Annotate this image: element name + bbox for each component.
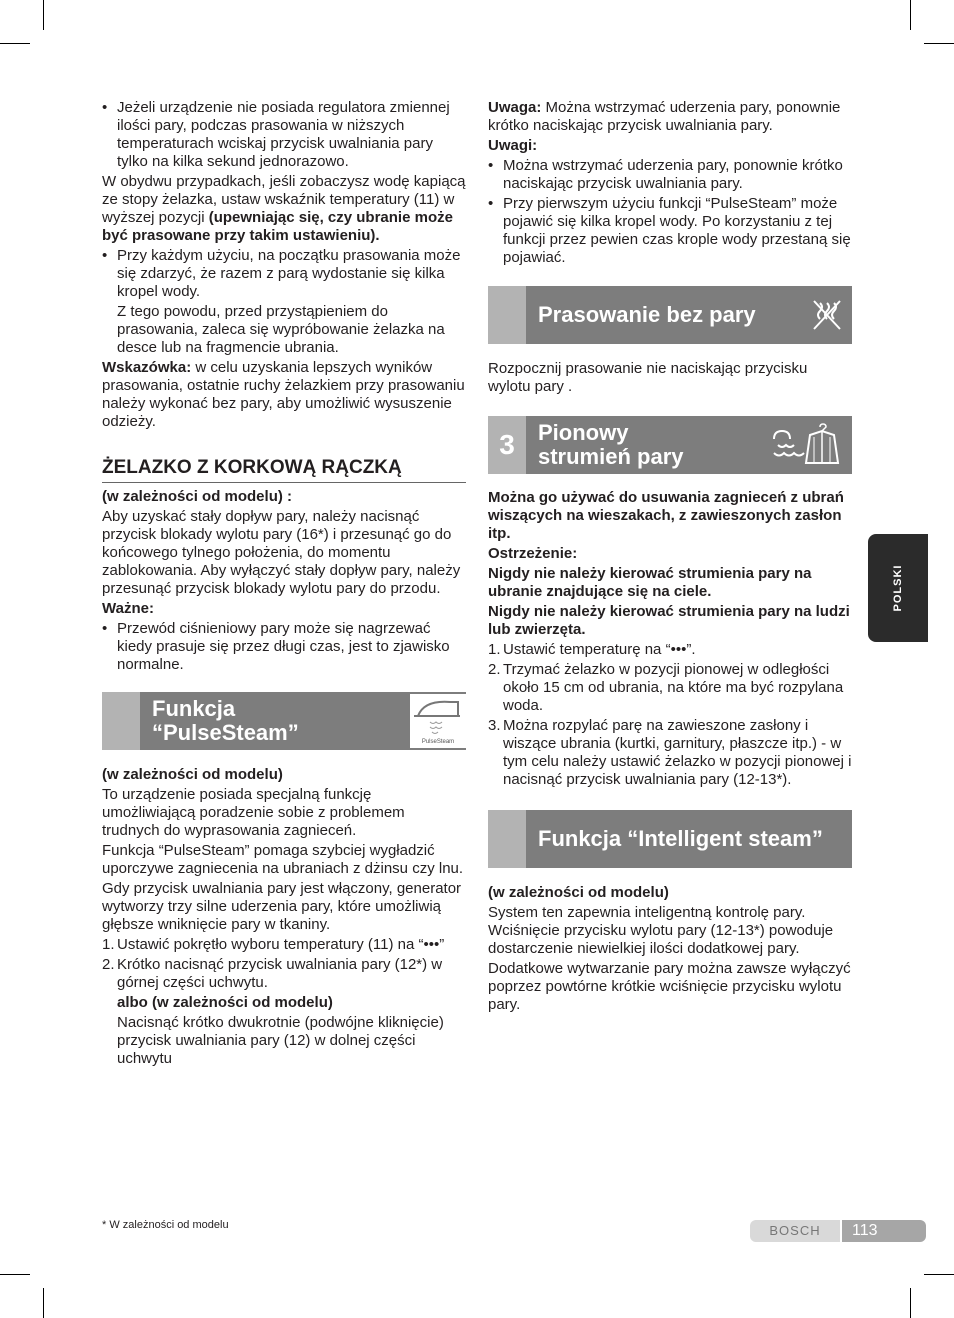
banner-title: Funkcja “Intelligent steam” — [538, 826, 823, 851]
paragraph: Funkcja “PulseSteam” pomaga szybciej wygładzić uporczywe zagniecenia na ubraniach z dżinsu czy lnu. — [102, 842, 464, 877]
banner-number: 3 — [488, 416, 526, 474]
crop-mark — [43, 1288, 44, 1318]
note-paragraph: Uwaga: Można wstrzymać uderzenia pary, ponownie krótko naciskając przycisk uwalniania pary. — [488, 99, 841, 134]
numbered-item: 3. Można rozpylać parę na zawieszone zasłony i wiszące ubrania (kurtki, garnitury, płaszcze itp.) - w tym celu należy ustawić żelazko w pozycji pionowej i nacisnąć przycisk uwalniania pary (12-13*). — [488, 717, 852, 788]
paragraph: Gdy przycisk uwalniania pary jest włączony, generator wytworzy trzy silne uderzenia pary, które umożliwią głębsze wniknięcie pary w tkaniny. — [102, 880, 462, 933]
footnote: * W zależności od modelu — [102, 1219, 229, 1231]
numbered-item: 1. Ustawić temperaturę na “•••”. — [488, 641, 696, 658]
crop-mark — [910, 0, 911, 30]
banner-square — [488, 810, 526, 868]
pulsesteam-icon: PulseSteam — [410, 694, 466, 748]
numbered-item: 2. Krótko nacisnąć przycisk uwalniania pary (12*) w górnej części uchwytu. — [102, 956, 443, 991]
paragraph: Aby uzyskać stały dopływ pary, należy nacisnąć przycisk blokady wylotu pary (16*) i przesunąć go do końcowego tylnego położenia, do momentu zablokowania. Aby wyłączyć stały dopływ pary, należy przesunąć przycisk blokady wylotu pary do przodu. — [102, 508, 461, 597]
bullet-item: • Przy pierwszym użyciu funkcji “PulseSteam” może pojawić się kilka kropel wody. Po korzystaniu z tej funkcji przez pewien czas krople wody przestaną się pojawiać. — [488, 195, 851, 266]
crop-mark — [0, 1274, 30, 1275]
section-banner-intelligent-steam — [488, 810, 852, 868]
paragraph: Dodatkowe wytwarzanie pary można zawsze wyłączyć poprzez powtórne krótkie wciśnięcie przycisku wylotu pary. — [488, 960, 851, 1013]
no-steam-icon — [810, 297, 844, 333]
notes-label: Uwagi: — [488, 137, 538, 154]
section-heading: ŻELAZKO Z KORKOWĄ RĄCZKĄ — [102, 457, 466, 483]
warning-label: Ostrzeżenie: — [488, 545, 578, 562]
tip-paragraph: Wskazówka: w celu uzyskania lepszych wyników prasowania, ostatnie ruchy żelazkiem przy prasowaniu należy wykonać bez pary, aby umożliwić wysuszenie odzieży. — [102, 359, 465, 430]
bullet-item: • Można wstrzymać uderzenia pary, ponownie krótko naciskając przycisk uwalniania pary. — [488, 157, 843, 192]
crop-mark — [924, 1274, 954, 1275]
bullet-item: • Przy każdym użyciu, na początku prasowania może się zdarzyć, że razem z parą wydostanie się kilka kropel wody. — [102, 247, 461, 300]
paragraph: To urządzenie posiada specjalną funkcję umożliwiającą poradzenie sobie z problemem trudnych do wyprasowania zagnieceń. — [102, 786, 405, 839]
banner-title: Pionowy strumień pary — [538, 420, 684, 469]
warning-text: Nigdy nie należy kierować strumienia pary na ubranie znajdujące się na ciele. — [488, 565, 812, 600]
paragraph: Z tego powodu, przed przystąpieniem do prasowania, zaleca się wypróbowanie żelazka na desce lub na fragmencie ubrania. — [117, 303, 445, 356]
numbered-item: 1. Ustawić pokrętło wyboru temperatury (11) na “•••” — [102, 936, 445, 953]
warning-text: Nigdy nie należy kierować strumienia pary na ludzi lub zwierzęta. — [488, 603, 850, 638]
banner-square — [488, 286, 526, 344]
crop-mark — [924, 43, 954, 44]
banner-title: Prasowanie bez pary — [538, 302, 756, 327]
model-note: (w zależności od modelu) : — [102, 488, 293, 505]
model-note: (w zależności od modelu) — [102, 766, 283, 783]
banner-title: Funkcja “PulseSteam” — [152, 696, 299, 745]
section-banner-vertical-steam — [488, 416, 852, 474]
bullet-item: • Przewód ciśnieniowy pary może się nagrzewać kiedy prasuje się przez długi czas, jest to zjawisko normalne. — [102, 620, 450, 673]
section-banner-pulsesteam — [102, 692, 466, 750]
paragraph: W obydwu przypadkach, jeśli zobaczysz wodę kapiącą ze stopy żelazka, ustaw wskaźnik temperatury (11) w wyższej pozycji (upewniając się, czy ubranie może być prasowane przy takim ustawieniu). — [102, 173, 466, 244]
crop-mark — [910, 1288, 911, 1318]
paragraph: Nacisnąć krótko dwukrotnie (podwójne kliknięcie) przycisk uwalniania pary (12) w dolnej części uchwytu — [117, 1014, 444, 1067]
paragraph: Rozpocznij prasowanie nie naciskając przycisku wylotu pary . — [488, 360, 808, 395]
model-note: (w zależności od modelu) — [488, 884, 669, 901]
vertical-steam-icon — [768, 423, 844, 467]
numbered-item: 2. Trzymać żelazko w pozycji pionowej w odległości około 15 cm od ubrania, na które ma być rozpylana woda. — [488, 661, 844, 714]
language-tab: POLSKI — [868, 534, 928, 642]
bullet-item: • Jeżeli urządzenie nie posiada regulatora zmiennej ilości pary, podczas prasowania w niższych temperaturach wciskaj przycisk uwalniania pary tylko na kilka sekund jednorazowo. — [102, 99, 450, 170]
paragraph: System ten zapewnia inteligentną kontrolę pary. Wciśnięcie przycisku wylotu pary (12-13*) powoduje dostarczenie niewielkiej ilości dodatkowej pary. — [488, 904, 834, 957]
page-number: 113 — [842, 1220, 926, 1242]
crop-mark — [0, 43, 30, 44]
banner-square — [102, 692, 140, 750]
paragraph-bold: Można go używać do usuwania zagnieceń z ubrań wiszących na wieszakach, z zawieszonych zasłon itp. — [488, 489, 844, 542]
important-label: Ważne: — [102, 600, 154, 617]
right-column — [488, 99, 852, 1016]
brand-label: BOSCH — [750, 1220, 840, 1242]
alternative-label: albo (w zależności od modelu) — [117, 994, 333, 1011]
left-column — [102, 99, 466, 1070]
crop-mark — [43, 0, 44, 30]
section-banner-no-steam — [488, 286, 852, 344]
